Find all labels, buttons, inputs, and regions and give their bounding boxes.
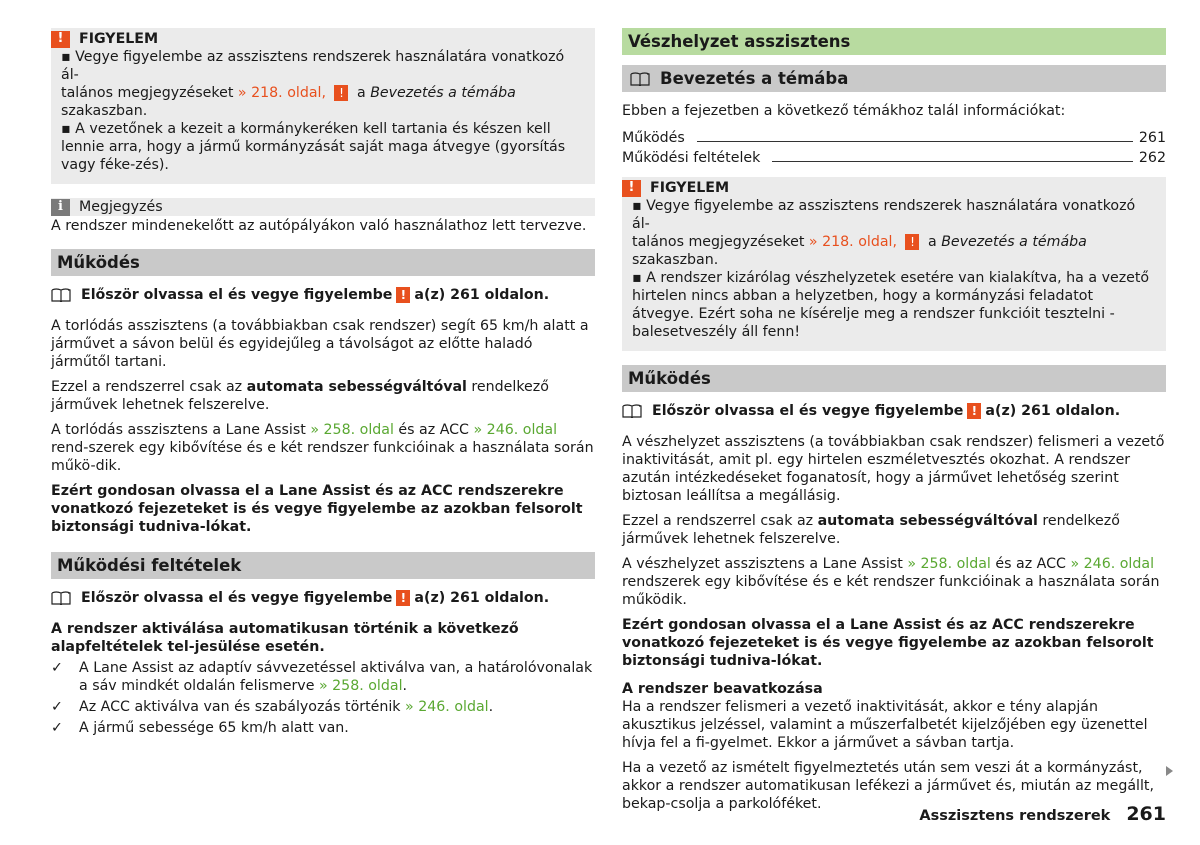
section-title: Működés [51,249,595,276]
condition-list [51,659,595,737]
warning-icon: ! [51,31,70,48]
section-title: Bevezetés a témába [622,65,1166,92]
check-icon: ✓ [51,699,63,715]
paragraph: Ezzel a rendszerrel csak az automata sebességváltóval rendelkező járművek lehetnek felszerelve. [51,379,549,413]
next-page-arrow-icon[interactable] [1166,766,1173,776]
right-column [622,28,1166,820]
warning-icon: ! [967,403,981,419]
page-link[interactable]: » 258. oldal [907,556,991,572]
check-icon: ✓ [51,660,63,676]
check-icon: ✓ [51,720,63,736]
page-link[interactable]: » 246. oldal [405,699,489,715]
paragraph: Ezért gondosan olvassa el a Lane Assist és az ACC rendszerekre vonatkozó fejezeteket is és vegye figyelembe az azokban felsorolt biztonsági tudniva-lókat. [51,483,583,535]
warning-box [622,177,1166,351]
toc-row[interactable]: Működés 261 [622,130,1166,146]
page-link[interactable]: » 218. oldal, [808,234,897,250]
list-item: ✓ A Lane Assist az adaptív sávvezetéssel aktiválva van, a határolóvonalak a sáv mindkét oldalán felismerve » 258. oldal. [51,660,593,694]
warning-icon: ! [622,180,641,197]
section-title: Működés [622,365,1166,392]
note-text: A rendszer mindenekelőtt az autópályákon való használathoz lett tervezve. [51,218,587,234]
book-icon [51,591,71,605]
note-title: Megjegyzés [79,199,163,215]
warning-header [51,30,585,48]
paragraph: A vészhelyzet asszisztens a Lane Assist » 258. oldal és az ACC » 246. oldal rendszerek egy kibővítése és e két rendszer funkcióinak a használata során működik. [622,556,1160,608]
warning-box [51,28,595,184]
page-link[interactable]: » 258. oldal [318,678,403,694]
warning-bullet: ▪ Vegye figyelembe az asszisztens rendszerek használatára vonatkozó ál- talános megjegyzéseket » 218. oldal, ! a Bevezetés a témába szakaszban. [61,49,565,119]
list-item: ✓ Az ACC aktiválva van és szabályozás történik » 246. oldal. [51,699,494,715]
paragraph: A rendszer aktiválása automatikusan történik a következő alapfeltételek tel-jesülése esetén. [51,621,519,655]
note-bar [51,198,595,216]
read-first-line: Először olvassa el és vegye figyelembe ! a(z) 261 oldalon. [51,286,595,304]
chapter-title: Vészhelyzet asszisztens [622,28,1166,55]
warning-bullet: ▪ Vegye figyelembe az asszisztens rendszerek használatára vonatkozó ál- talános megjegyzéseket » 218. oldal, ! a Bevezetés a témába szakaszban. [632,198,1136,268]
warning-icon: ! [396,590,410,606]
page-link[interactable]: » 246. oldal [473,422,558,438]
warning-header: ! FIGYELEM [622,179,1156,197]
left-column [51,28,595,740]
paragraph: A torlódás asszisztens a Lane Assist » 258. oldal és az ACC » 246. oldal rend-szerek egy kibővítése és e két rendszer funkcióinak a használata során műkö-dik. [51,422,594,474]
paragraph: A torlódás asszisztens (a továbbiakban csak rendszer) segít 65 km/h alatt a járművet a sávon belül és egyidejűleg a távolságot az előtte haladó járműtől tartani. [51,318,589,370]
list-item: ✓ A jármű sebessége 65 km/h alatt van. [51,720,349,736]
warning-body [51,48,585,174]
section-title: Működési feltételek [51,552,595,579]
subheading: A rendszer beavatkozása [622,681,823,697]
warning-icon: ! [334,85,348,101]
warning-icon: ! [396,287,410,303]
footer-title: Asszisztens rendszerek [919,808,1111,824]
page-number: 261 [1126,803,1166,825]
page-link[interactable]: » 246. oldal [1070,556,1155,572]
warning-icon: ! [905,234,919,250]
toc-row[interactable]: Működési feltételek 262 [622,150,1166,166]
paragraph: Ha a rendszer felismeri a vezető inaktivitását, akkor e tény alapján akusztikus jelzéssel, valamint a műszerfalbetét kijelzőjében egy üzenettel hívja fel a fi-gyelmet. Ekkor a járművet a sávban tartja. [622,699,1148,751]
toc [622,127,1166,167]
read-first-line: Először olvassa el és vegye figyelembe ! a(z) 261 oldalon. [622,402,1166,420]
book-icon [630,72,650,86]
info-icon: i [51,199,70,216]
book-icon [51,288,71,302]
book-icon [622,404,642,418]
page-link[interactable]: » 218. oldal, [237,85,326,101]
paragraph: Ezzel a rendszerrel csak az automata sebességváltóval rendelkező járművek lehetnek felszerelve. [622,513,1120,547]
paragraph: Ha a vezető az ismételt figyelmeztetés után sem veszi át a kormányzást, akkor a rendszer automatikusan lefékezi a járművet és, miután az megállt, bekap-csolja a parkolóféket. [622,760,1154,812]
paragraph: Ebben a fejezetben a következő témákhoz talál információkat: [622,103,1066,119]
page-footer [919,805,1166,825]
warning-title: FIGYELEM [79,31,159,47]
read-first-line: Először olvassa el és vegye figyelembe ! a(z) 261 oldalon. [51,589,595,607]
page-link[interactable]: » 258. oldal [310,422,394,438]
warning-body [622,197,1156,341]
warning-bullet: ▪ A vezetőnek a kezeit a kormánykeréken kell tartania és készen kell lennie arra, hogy a jármű kormányzását saját maga átvegye (gyorsítás vagy féke-zés). [61,121,566,173]
warning-bullet: ▪ A rendszer kizárólag vészhelyzetek esetére van kialakítva, ha a vezető hirtelen nincs abban a helyzetben, hogy a kormányzási feladatot átvegye. Ezért soha ne kísérelje meg a rendszer funkcióit tesztelni - balesetveszély áll fenn! [632,270,1150,340]
paragraph: A vészhelyzet asszisztens (a továbbiakban csak rendszer) felismeri a vezető inaktivitását, amit pl. egy hirtelen eszméletvesztés okozhat. A rendszer azután intézkedéseket foganatosít, hogy a járművet lehetőség szerint biztosan leállítsa a megállásig. [622,434,1165,504]
paragraph: Ezért gondosan olvassa el a Lane Assist és az ACC rendszerekre vonatkozó fejezeteket is és vegye figyelembe az azokban felsorolt biztonsági tudniva-lókat. [622,617,1154,669]
